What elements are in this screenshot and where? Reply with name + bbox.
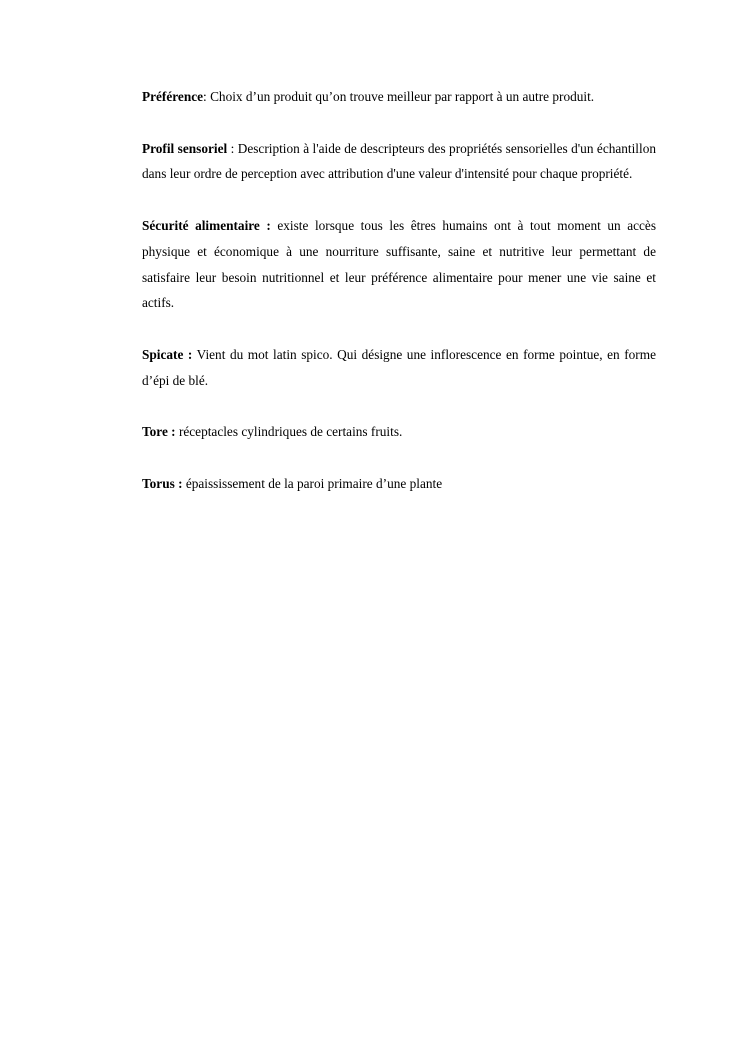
glossary-definition: réceptacles cylindriques de certains fruits. <box>178 424 403 440</box>
glossary-term: Profil sensoriel <box>142 140 228 156</box>
glossary-definition: Vient du mot latin spico. Qui désigne une inflorescence en forme pointue, en forme d’épi de blé. <box>142 346 656 388</box>
glossary-definition: existe lorsque tous les êtres humains ont à tout moment un accès physique et économique à une nourriture suffisante, saine et nutritive leur permettant de satisfaire leur besoin nutritionnel et leur préférence alimentaire pour mener une vie saine et actifs. <box>142 217 656 311</box>
glossary-entry-preference <box>142 84 656 110</box>
glossary-term: Sécurité alimentaire : <box>142 217 271 233</box>
glossary-list <box>142 84 656 523</box>
glossary-term: Spicate : <box>142 346 193 362</box>
glossary-term: Préférence <box>142 89 204 104</box>
glossary-entry-torus <box>142 471 656 497</box>
glossary-definition: Choix d’un produit qu’on trouve meilleur par rapport à un autre produit. <box>210 89 595 104</box>
glossary-entry-tore <box>142 419 656 445</box>
glossary-entry-profil-sensoriel <box>142 136 656 188</box>
glossary-term: Tore : <box>142 424 176 440</box>
term-separator: : <box>227 140 238 156</box>
glossary-definition: Description à l'aide de descripteurs des propriétés sensorielles d'un échantillon dans leur ordre de perception avec attribution d'une valeur d'intensité pour chaque propriété. <box>142 140 656 182</box>
term-separator: : <box>203 89 211 104</box>
glossary-term: Torus : <box>142 475 183 491</box>
glossary-definition: épaississement de la paroi primaire d’une plante <box>185 475 443 491</box>
glossary-entry-spicate <box>142 342 656 394</box>
glossary-entry-securite-alimentaire <box>142 213 656 316</box>
